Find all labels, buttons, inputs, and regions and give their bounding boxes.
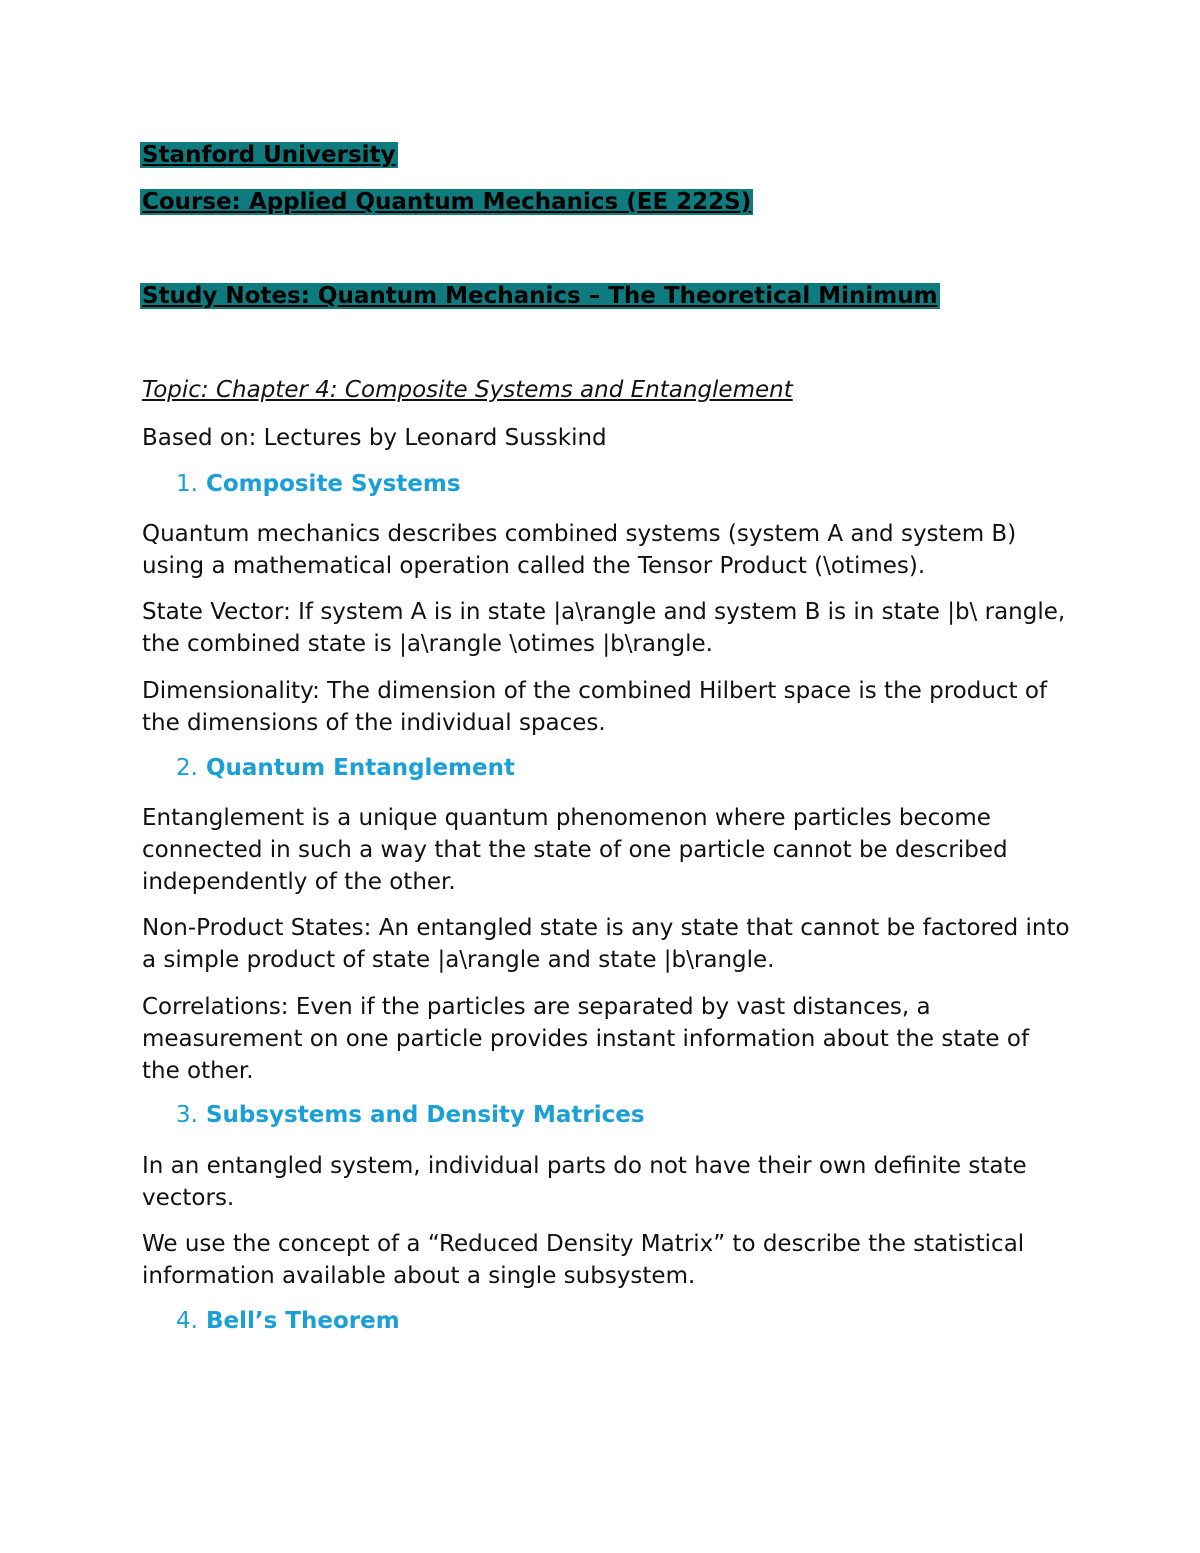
paragraph: Correlations: Even if the particles are separated by vast distances, a measurement on one particle provides instant information about the state of the other.	[142, 994, 1030, 1084]
section-title: Bell’s Theorem	[205, 1308, 400, 1334]
section-4-heading	[176, 1308, 400, 1334]
section-title: Quantum Entanglement	[205, 755, 515, 781]
course-title: Course: Applied Quantum Mechanics (EE 222S)	[142, 189, 752, 215]
section-number: 3.	[176, 1102, 198, 1128]
paragraph: Entanglement is a unique quantum phenomenon where particles become connected in such a way that the state of one particle cannot be described independently of the other.	[142, 805, 1008, 895]
university-line	[140, 142, 398, 169]
section-3-heading	[176, 1102, 645, 1128]
course-line	[140, 189, 753, 216]
paragraph: Quantum mechanics describes combined systems (system A and system B) using a mathematical operation called the Tensor Product (\otimes).	[142, 521, 1017, 579]
section-2-heading	[176, 755, 515, 781]
section-number: 4.	[176, 1308, 198, 1334]
paragraph: Non-Product States: An entangled state is any state that cannot be factored into a simple product of state |a\rangle and state |b\rangle.	[142, 915, 1070, 973]
section-title: Composite Systems	[205, 471, 461, 497]
section-1-heading	[176, 471, 461, 497]
paragraph: State Vector: If system A is in state |a\rangle and system B is in state |b\ rangle, the combined state is |a\rangle \otimes |b\rangle.	[142, 599, 1066, 657]
notes-title: Study Notes: Quantum Mechanics – The Theoretical Minimum	[142, 283, 938, 309]
university-title: Stanford University	[142, 142, 396, 168]
section-number: 2.	[176, 755, 198, 781]
paragraph: We use the concept of a “Reduced Density Matrix” to describe the statistical information available about a single subsystem.	[142, 1231, 1025, 1289]
based-on-line: Based on: Lectures by Leonard Susskind	[142, 425, 607, 451]
section-title: Subsystems and Density Matrices	[205, 1102, 645, 1128]
topic-line: Topic: Chapter 4: Composite Systems and Entanglement	[142, 377, 793, 403]
paragraph: In an entangled system, individual parts do not have their own definite state vectors.	[142, 1153, 1027, 1211]
paragraph: Dimensionality: The dimension of the combined Hilbert space is the product of the dimensions of the individual spaces.	[142, 678, 1048, 736]
section-number: 1.	[176, 471, 198, 497]
notes-title-line	[140, 283, 940, 310]
